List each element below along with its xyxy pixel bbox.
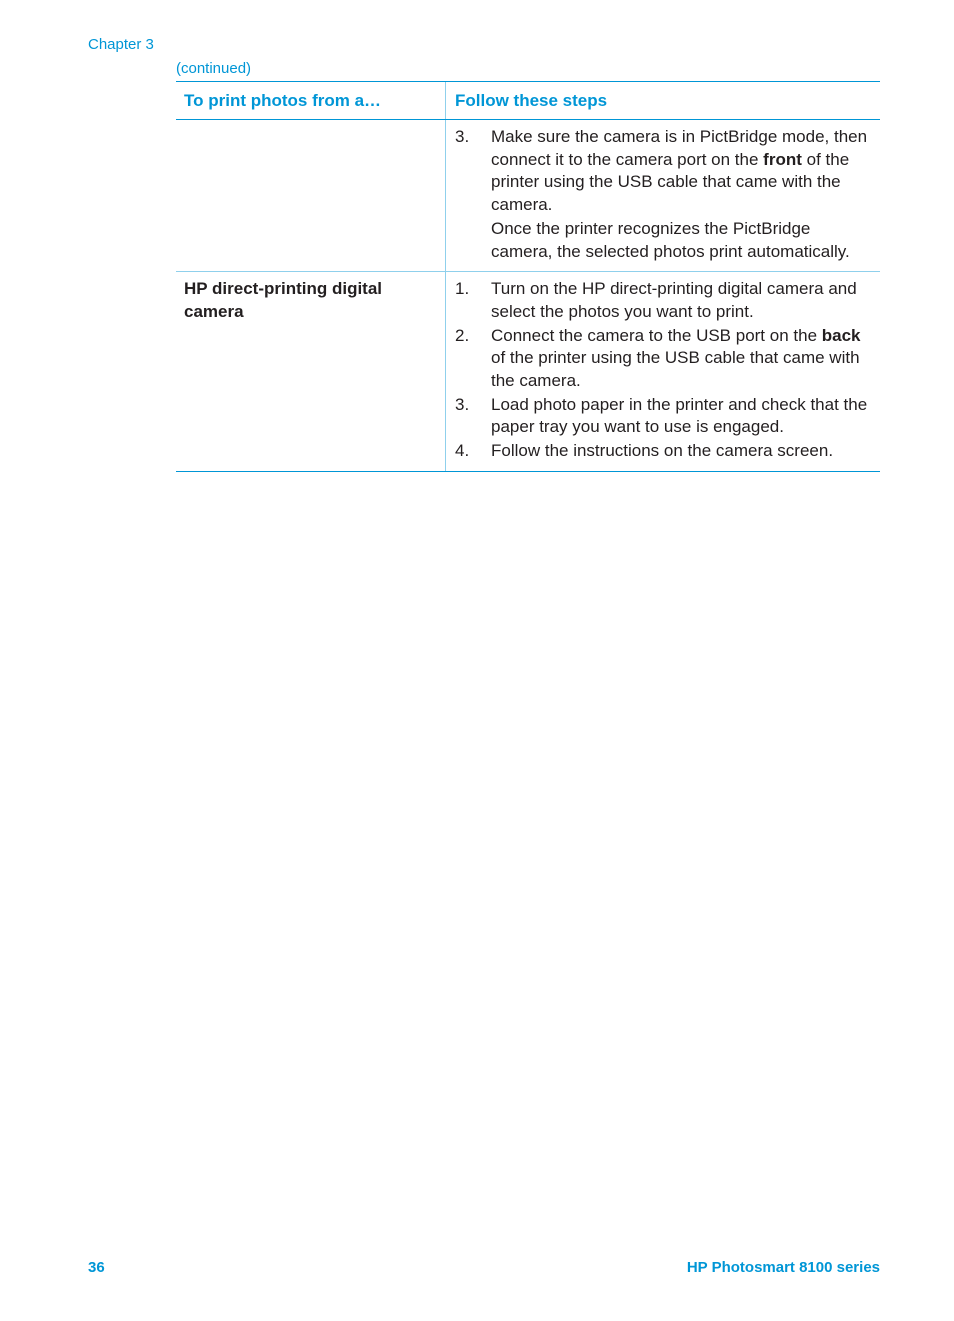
table-header-row — [176, 82, 880, 120]
product-name: HP Photosmart 8100 series — [686, 1259, 880, 1276]
step-number: 3. — [455, 394, 470, 414]
row-steps — [446, 120, 880, 271]
row-source-label: HP direct-printing digital camera — [176, 272, 446, 471]
step-text: Make sure the camera is in PictBridge mode, then connect it to the camera port on the front of the printer using the USB cable that came with the camera. — [491, 127, 868, 215]
chapter-label: Chapter 3 — [88, 36, 154, 53]
step-text: Turn on the HP direct-printing digital camera and select the photos you want to print. — [491, 279, 857, 321]
continued-label: (continued) — [176, 60, 252, 77]
row-source-label — [176, 120, 446, 271]
step-text: Follow the instructions on the camera screen. — [491, 441, 834, 461]
step-number: 1. — [455, 279, 470, 299]
step-note: Once the printer recognizes the PictBridge camera, the selected photos print automatically. — [491, 218, 850, 261]
step-item — [455, 440, 872, 463]
step-text: Load photo paper in the printer and check that the paper tray you want to use is engaged. — [491, 394, 868, 437]
table-row — [176, 120, 880, 272]
bold-term-front: front — [763, 149, 802, 169]
step-number: 4. — [455, 441, 470, 461]
steps-table — [176, 81, 880, 472]
step-item — [455, 126, 872, 217]
step-number: 2. — [455, 325, 470, 345]
bold-term-back: back — [821, 325, 861, 345]
table-row — [176, 272, 880, 471]
column-header-steps: Follow these steps — [455, 91, 608, 110]
step-item — [455, 325, 872, 393]
page-number: 36 — [88, 1259, 105, 1276]
step-text: Connect the camera to the USB port on the back of the printer using the USB cable that came with the camera. — [491, 325, 861, 391]
step-item — [455, 278, 872, 323]
step-item — [455, 394, 872, 439]
step-number: 3. — [455, 127, 470, 146]
column-header-source: To print photos from a… — [176, 82, 446, 119]
row-steps — [446, 272, 880, 471]
